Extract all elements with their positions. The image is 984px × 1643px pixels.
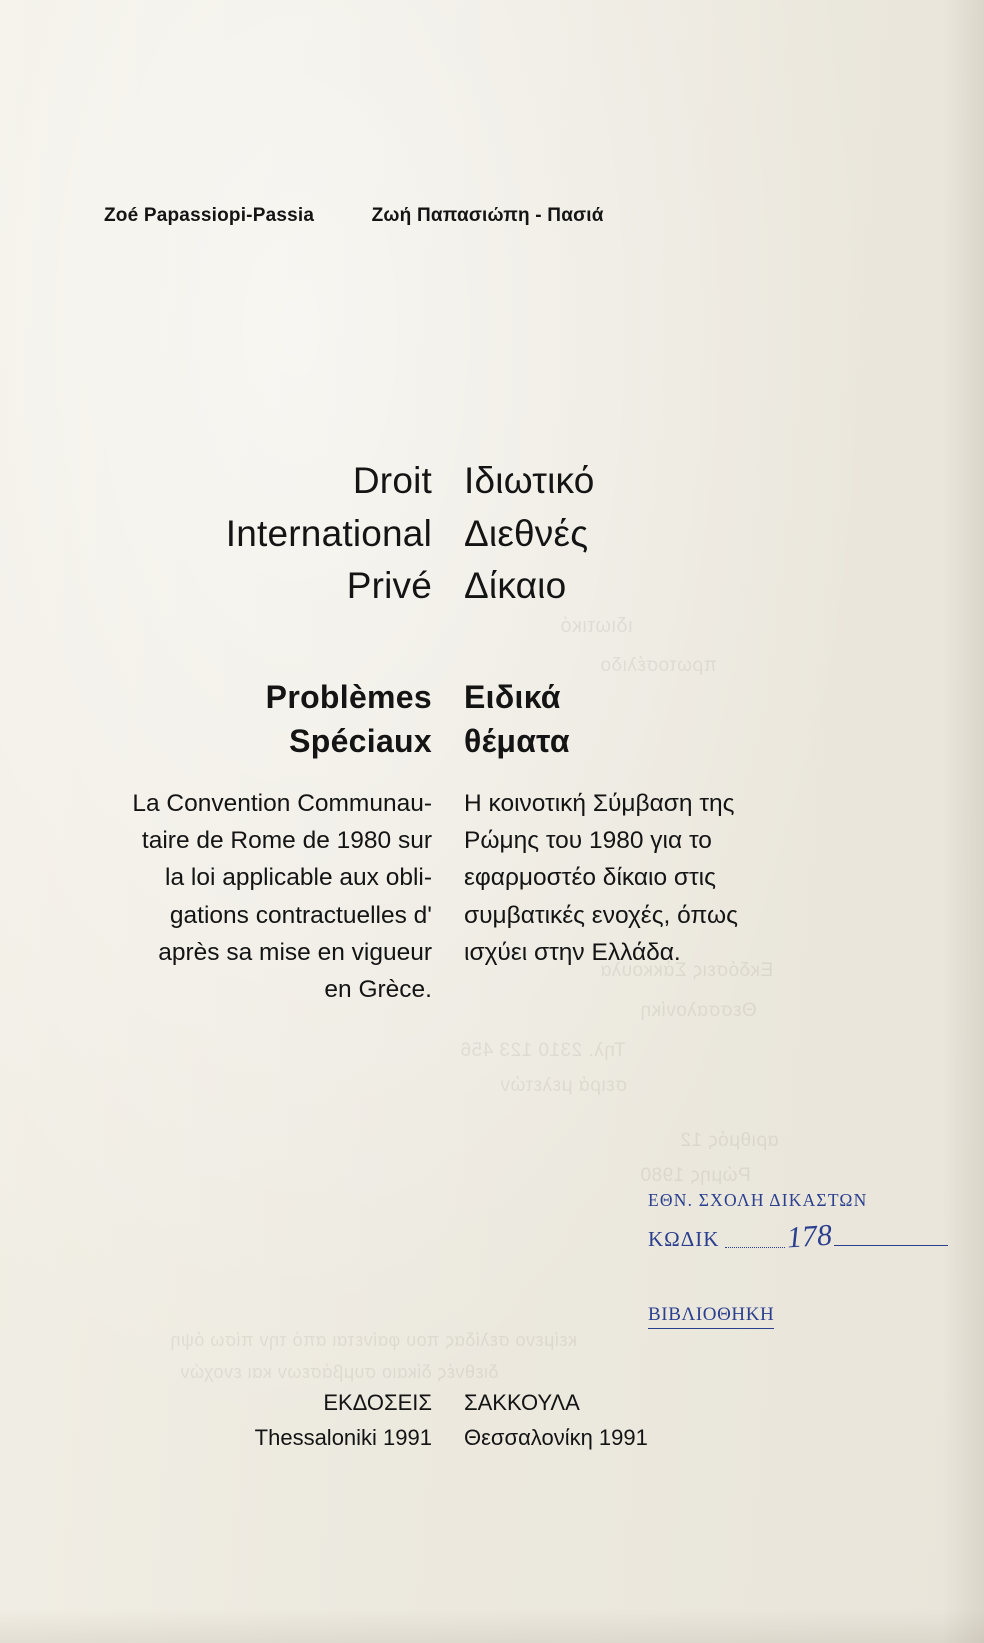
- publisher-name: ΣΑΚΚΟΥΛΑ: [464, 1390, 580, 1415]
- library-stamp-code-number: 178: [786, 1218, 834, 1255]
- abstract-line: συμβατικές ενοχές, όπως: [464, 901, 738, 929]
- abstract-french: [84, 785, 432, 1008]
- abstract-line: gations contractuelles d': [169, 901, 432, 929]
- subtitle-french: [84, 675, 432, 763]
- abstract-line: ισχύει στην Ελλάδα.: [464, 938, 681, 966]
- author-name-greek: Ζωή Παπασιώπη - Πασιά: [371, 205, 604, 226]
- library-stamp-code-row: [648, 1218, 948, 1255]
- title-block: [84, 455, 904, 1008]
- ghost-text-6: σειρά μελετών: [500, 1075, 627, 1096]
- library-stamp-dotted-rule: [725, 1247, 785, 1248]
- ghost-text-1: ιδιωτικό: [560, 615, 633, 637]
- abstract-line: Η κοινοτική Σύμβαση της: [464, 789, 735, 817]
- publisher-city-year: Θεσσαλονίκη 1991: [464, 1425, 648, 1451]
- publisher-block: [84, 1385, 904, 1455]
- column-greek: [454, 455, 874, 971]
- ghost-text-4: Θεσσαλονίκη: [640, 1000, 757, 1021]
- library-stamp-institution: ΕΘΝ. ΣΧΟΛΗ ΔΙΚΑΣΤΩΝ: [648, 1190, 868, 1210]
- abstract-line: en Grèce.: [324, 976, 432, 1004]
- library-stamp-library-label: ΒΙΒΛΙΟΘΗΚΗ: [648, 1304, 774, 1329]
- title-line: Δίκαιο: [464, 565, 567, 607]
- library-stamp-code-label: ΚΩΔΙΚ: [648, 1227, 720, 1251]
- ghost-text-7: αριθμός 12: [680, 1130, 779, 1151]
- ghost-text-2: πρωτοσέλιδο: [600, 655, 717, 676]
- abstract-line: εφαρμοστέο δίκαιο στις: [464, 864, 716, 892]
- subtitle-line: Spéciaux: [289, 722, 432, 759]
- title-line: Διεθνές: [464, 512, 589, 554]
- page-edge-shadow: [942, 0, 984, 1643]
- publisher-city-year: Thessaloniki 1991: [254, 1425, 432, 1451]
- ghost-text-8: Ρώμης 1980: [640, 1165, 751, 1186]
- ghost-text-10: διεθνές δίκαιο συμβάσεων και ενοχών: [180, 1362, 499, 1382]
- main-title-french: [84, 455, 432, 613]
- abstract-line: après sa mise en vigueur: [158, 938, 432, 966]
- library-stamp-rule: [834, 1245, 948, 1246]
- abstract-line: taire de Rome de 1980 sur: [141, 827, 432, 855]
- title-line: International: [225, 512, 432, 554]
- subtitle-greek: [464, 675, 874, 763]
- publisher-greek: [454, 1385, 874, 1455]
- abstract-line: Ρώμης του 1980 για το: [464, 827, 712, 855]
- publisher-french: [84, 1385, 454, 1455]
- ghost-text-9: κείμενο σελίδας που φαίνεται από την πίσω όψη: [170, 1330, 577, 1350]
- author-line: [104, 205, 884, 227]
- author-name-french: Zoé Papassiopi-Passia: [104, 205, 315, 226]
- ghost-text-3: Εκδόσεις Σάκκουλα: [600, 960, 774, 981]
- publisher-label: ΕΚΔΟΣΕΙΣ: [323, 1390, 432, 1415]
- ghost-text-5: Τηλ. 2310 123 456: [460, 1040, 626, 1061]
- subtitle-line: θέματα: [464, 722, 570, 759]
- page-bottom-shadow: [0, 1609, 984, 1643]
- abstract-line: La Convention Communau-: [132, 789, 432, 817]
- subtitle-line: Ειδικά: [464, 678, 561, 715]
- title-line: Ιδιωτικό: [464, 460, 595, 501]
- title-line: Privé: [346, 565, 432, 607]
- abstract-greek: [464, 785, 874, 971]
- abstract-line: la loi applicable aux obli-: [165, 864, 432, 892]
- main-title-greek: [464, 455, 874, 613]
- library-stamp: [648, 1190, 948, 1329]
- subtitle-line: Problèmes: [265, 678, 432, 715]
- title-line: Droit: [352, 460, 432, 501]
- column-french: [84, 455, 454, 1008]
